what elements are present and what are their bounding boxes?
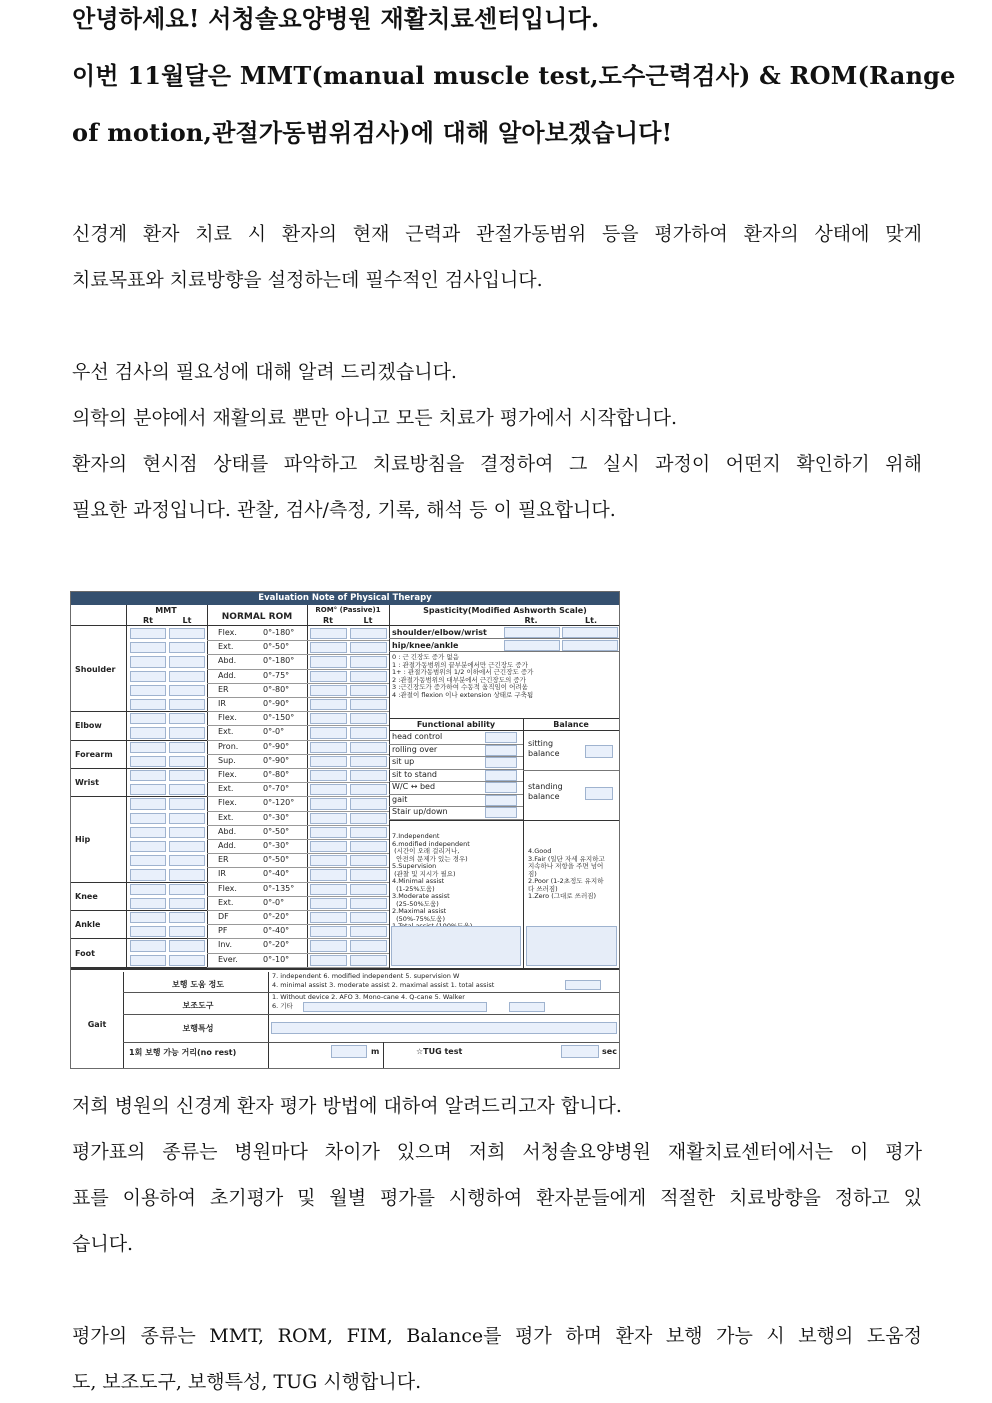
gait-row-label: 보행 도움 정도 (172, 980, 224, 989)
mmt-lt-cell (169, 841, 205, 852)
mmt-lt-cell (169, 855, 205, 866)
rom-normal-value: 0°-135° (263, 883, 295, 893)
rom-normal-value: 0°-20° (263, 940, 290, 950)
mmt-rt-cell (130, 813, 166, 824)
rom-normal-value: 0°-180° (263, 656, 295, 666)
necessity-line-2: 의학의 분야에서 재활의료 뿐만 아니고 모든 치료가 평가에서 시작합니다. (72, 407, 677, 429)
intro-line-1: 신경계 환자 치료 시 환자의 현재 근력과 관절가동범위 등을 평가하여 환자의 상태에 맞게 (72, 223, 922, 245)
rom-motion: ER (218, 684, 229, 694)
functional-item: sit to stand (392, 769, 437, 779)
rom-row-line (207, 669, 389, 670)
spasticity-rt-header: Rt. (524, 616, 538, 625)
rom-motion: ER (218, 855, 229, 865)
functional-score-cell (485, 795, 517, 806)
mmt-rt-cell (130, 770, 166, 781)
rom-motion: IR (218, 869, 226, 879)
rom-normal-value: 0°-50° (263, 642, 290, 652)
mmt-lt-cell (169, 770, 205, 781)
rom-row-line (207, 640, 389, 641)
rom-row-line (207, 811, 389, 812)
rom-motion: Flex. (218, 770, 237, 779)
rom-motion: Flex. (218, 798, 237, 808)
rom-rt-cell (310, 955, 347, 966)
functional-item: gait (392, 794, 408, 804)
mmt-lt-cell (169, 827, 205, 838)
rom-normal-value: 0°-150° (263, 713, 295, 723)
rom-motion: Ext. (218, 784, 234, 794)
rom-normal-value: 0°-90° (263, 741, 290, 751)
rom-rt-cell (310, 926, 347, 937)
rom-motion: Ext. (218, 812, 234, 822)
rom-row-line (207, 924, 389, 925)
rom-motion: Flex. (218, 713, 237, 723)
mmt-rt-header: Rt (143, 616, 153, 625)
rom-normal-value: 0°-40° (263, 869, 290, 879)
rom-rt-cell (310, 656, 347, 667)
rom-rt-cell (310, 671, 347, 682)
rom-rt-cell (310, 628, 347, 639)
necessity-line-4: 필요한 과정입니다. 관찰, 검사/측정, 기록, 해석 등 이 필요합니다. (72, 499, 616, 521)
rom-rt-cell (310, 685, 347, 696)
gait-row-label: 보조도구 (182, 1001, 214, 1010)
balance-scale-line: 3.Fair (일단 자세 유지하고 (528, 854, 605, 863)
mmt-lt-cell (169, 940, 205, 951)
functional-score-cell (485, 807, 517, 818)
independence-scale-line: 2.Maximal assist (392, 907, 447, 915)
heading-line-1: 안녕하세요! 서청솔요양병원 재활치료센터입니다. (72, 4, 600, 33)
rom-normal-value: 0°-120° (263, 798, 295, 808)
unit-m: m (371, 1047, 380, 1056)
body-part-line (71, 910, 207, 911)
mmt-rt-cell (130, 642, 166, 653)
rom-lt-cell (350, 912, 387, 923)
spasticity-scale-line: 0 : 근 긴장도 증가 없음 (392, 653, 459, 661)
rom-normal-value: 0°-80° (263, 684, 290, 694)
spasticity-scale-line: 4 :관절이 flexion 이나 extension 상태로 구축됨 (392, 690, 534, 699)
rom-lt-cell (350, 628, 387, 639)
functional-score-cell (485, 732, 517, 743)
rom-lt-cell (350, 955, 387, 966)
rom-row-line (207, 938, 389, 939)
independence-scale-line: (시간이 오래 걸리거나, (392, 847, 460, 855)
rom-lt-cell (350, 784, 387, 795)
rom-rt-cell (310, 827, 347, 838)
rom-rt-cell (310, 884, 347, 895)
rom-lt-cell (350, 727, 387, 738)
rom-row-line (207, 825, 389, 826)
rom-row-line (207, 711, 389, 712)
independence-scale-line: 안전의 문제가 있는 경우) (392, 854, 468, 863)
rom-normal-value: 0°-50° (263, 826, 290, 836)
functional-score-cell (485, 770, 517, 781)
body-part-line (71, 796, 207, 797)
rom-row-line (207, 896, 389, 897)
spasticity-lt-header: Lt. (585, 616, 597, 625)
rom-lt-cell (350, 940, 387, 951)
types-line-2: 도, 보조도구, 보행특성, TUG 시행합니다. (72, 1371, 422, 1393)
functional-item: W/C ↔ bed (392, 782, 436, 791)
rom-normal-value: 0°-80° (263, 770, 290, 779)
spasticity-scale-line: 2 :관절가동범위의 대부분에서 근긴장도의 증가 (392, 675, 526, 684)
rom-rt-cell (310, 770, 347, 781)
body-part-label: Wrist (75, 778, 99, 788)
method-line-4: 습니다. (72, 1233, 134, 1255)
rom-motion: DF (218, 912, 229, 921)
independence-scale-line: 3.Moderate assist (392, 892, 450, 900)
rom-rt-cell (310, 642, 347, 653)
rom-motion: Sup. (218, 755, 236, 765)
rom-rt-cell (310, 813, 347, 824)
mmt-rt-cell (130, 628, 166, 639)
functional-item: sit up (392, 757, 415, 766)
rom-lt-cell (350, 813, 387, 824)
gait-row-text: 1. Without device 2. AFO 3. Mono-cane 4. Q-cane 5. Walker (272, 993, 465, 1001)
functional-score-cell (485, 745, 517, 756)
balance-scale-line: 2.Poor (1-2초정도 유지하 (528, 877, 604, 885)
mmt-lt-cell (169, 727, 205, 738)
rom-motion: IR (218, 699, 226, 708)
mmt-rt-cell (130, 784, 166, 795)
unit-sec: sec (602, 1047, 617, 1056)
functional-item: rolling over (392, 744, 438, 754)
spasticity-scale-line: 3 :근긴장도가 증가하여 수동적 움직임이 어려움 (392, 683, 528, 691)
rom-motion: Pron. (218, 741, 239, 751)
independence-scale-line: (50%-75%도움) (392, 914, 446, 923)
body-part-line (71, 882, 207, 883)
mmt-lt-cell (169, 955, 205, 966)
mmt-lt-cell (169, 784, 205, 795)
body-part-line (71, 938, 207, 939)
spasticity-scale (392, 654, 533, 699)
rom-row-line (207, 867, 389, 868)
body-part-label: Hip (75, 835, 91, 844)
rom-normal-value: 0°-180° (263, 628, 295, 637)
body-part-line (71, 967, 207, 968)
rom-lt-cell (350, 656, 387, 667)
mmt-rt-cell (130, 827, 166, 838)
rom-rt-cell (310, 912, 347, 923)
mmt-lt-cell (169, 898, 205, 909)
rom-rt-cell (310, 784, 347, 795)
mmt-lt-cell (169, 884, 205, 895)
rom-lt-cell (350, 756, 387, 767)
mmt-rt-cell (130, 898, 166, 909)
necessity-line-1: 우선 검사의 필요성에 대해 알려 드리겠습니다. (72, 361, 457, 383)
body-part-label: Elbow (75, 721, 102, 731)
mmt-lt-cell (169, 656, 205, 667)
mmt-rt-cell (130, 855, 166, 866)
rom-motion: Ext. (218, 642, 234, 652)
rom-row-line (207, 853, 389, 854)
body-part-line (71, 711, 207, 712)
rom-motion: PF (218, 926, 228, 936)
rom-normal-value: 0°-50° (263, 855, 290, 865)
functional-item: Stair up/down (392, 807, 448, 816)
mmt-lt-cell (169, 713, 205, 724)
necessity-line-3: 환자의 현시점 상태를 파악하고 치료방침을 결정하여 그 실시 과정이 어떤지 확인하기 위해 (72, 453, 922, 475)
mmt-rt-cell (130, 742, 166, 753)
rom-rt-cell (310, 841, 347, 852)
mmt-rt-cell (130, 656, 166, 667)
mmt-lt-cell (169, 912, 205, 923)
rom-normal-value: 0°-75° (263, 670, 290, 680)
method-line-2: 평가표의 종류는 병원마다 차이가 있으며 저희 서청솔요양병원 재활치료센터에서는 이 평가 (72, 1141, 922, 1163)
mmt-lt-cell (169, 642, 205, 653)
rom-motion: Add. (218, 841, 237, 850)
mmt-rt-cell (130, 671, 166, 682)
rom-lt-cell (350, 713, 387, 724)
rom-row-line (207, 654, 389, 655)
normal-rom-header: NORMAL ROM (221, 612, 293, 622)
tug-label: ☆TUG test (416, 1047, 463, 1056)
rom-normal-value: 0°-90° (263, 699, 290, 708)
rom-motion: Ext. (218, 727, 234, 737)
rom-motion: Abd. (218, 826, 237, 836)
independence-scale-line: (관찰 및 지시가 필요) (392, 869, 456, 878)
rom-lt-cell (350, 841, 387, 852)
rom-normal-value: 0°-0° (263, 727, 285, 737)
rom-normal-value: 0°-30° (263, 841, 290, 850)
functional-score-cell (485, 782, 517, 793)
mmt-rt-cell (130, 798, 166, 809)
rom-lt-header: Lt (363, 616, 373, 625)
mmt-rt-cell (130, 685, 166, 696)
gait-row-label: 보행특성 (182, 1024, 214, 1033)
rom-row-line (207, 768, 389, 769)
body-part-line (71, 768, 207, 769)
rom-rt-header: Rt (323, 616, 333, 625)
rom-motion: Flex. (218, 628, 237, 637)
rom-normal-value: 0°-40° (263, 926, 290, 936)
mmt-rt-cell (130, 940, 166, 951)
body-part-label: Foot (75, 948, 95, 958)
gait-row-text: 7. independent 6. modified independent 5. supervision W (272, 972, 460, 980)
body-part-label: Shoulder (75, 664, 116, 674)
spasticity-header: Spasticity(Modified Ashworth Scale) (423, 606, 587, 615)
method-line-1: 저희 병원의 신경계 환자 평가 방법에 대하여 알려드리고자 합니다. (72, 1095, 622, 1117)
rom-lt-cell (350, 869, 387, 880)
mmt-lt-cell (169, 685, 205, 696)
rom-row-line (207, 953, 389, 954)
types-line-1: 평가의 종류는 MMT, ROM, FIM, Balance를 평가 하며 환자 보행 가능 시 보행의 도움정 (72, 1325, 922, 1347)
body-part-label: Ankle (75, 920, 101, 930)
independence-scale-line: 6.modified independent (392, 839, 470, 848)
body-part-line (71, 740, 207, 741)
balance-header: Balance (553, 720, 589, 729)
independence-scale-line: 5.Supervision (392, 862, 437, 870)
mmt-lt-cell (169, 756, 205, 767)
rom-lt-cell (350, 742, 387, 753)
rom-lt-cell (350, 884, 387, 895)
rom-rt-cell (310, 869, 347, 880)
balance-scale-line: 4.Good (528, 847, 552, 855)
rom-row-line (207, 725, 389, 726)
rom-motion: Add. (218, 670, 237, 680)
rom-lt-cell (350, 671, 387, 682)
rom-rt-cell (310, 898, 347, 909)
mmt-lt-cell (169, 671, 205, 682)
rom-lt-cell (350, 699, 387, 710)
rom-lt-cell (350, 798, 387, 809)
mmt-rt-cell (130, 912, 166, 923)
rom-passive-header: ROM° (Passive)1 (315, 606, 381, 614)
rom-motion: Ext. (218, 897, 234, 907)
rom-motion: Flex. (218, 883, 237, 893)
rom-rt-cell (310, 798, 347, 809)
rom-rt-cell (310, 742, 347, 753)
independence-scale (392, 833, 472, 931)
mmt-rt-cell (130, 955, 166, 966)
spasticity-item-2: hip/knee/ankle (392, 641, 459, 650)
mmt-lt-header: Lt (182, 616, 192, 625)
rom-row-line (207, 782, 389, 783)
evaluation-form (70, 591, 620, 1069)
spasticity-item-1: shoulder/elbow/wrist (392, 628, 487, 637)
mmt-lt-cell (169, 699, 205, 710)
rom-normal-value: 0°-0° (263, 897, 285, 907)
mmt-lt-cell (169, 628, 205, 639)
mmt-rt-cell (130, 699, 166, 710)
mmt-rt-cell (130, 756, 166, 767)
mmt-lt-cell (169, 813, 205, 824)
intro-line-2: 치료목표와 치료방향을 설정하는데 필수적인 검사입니다. (72, 269, 543, 291)
mmt-lt-cell (169, 926, 205, 937)
rom-lt-cell (350, 855, 387, 866)
body-part-label: Forearm (75, 749, 113, 759)
rom-row-line (207, 697, 389, 698)
rom-row-line (207, 740, 389, 741)
rom-row-line (207, 754, 389, 755)
rom-row-line (207, 796, 389, 797)
mmt-rt-cell (130, 926, 166, 937)
rom-lt-cell (350, 770, 387, 781)
rom-motion: Ever. (218, 954, 238, 964)
balance-scale-line: 지속하나 저항을 주면 넘어 (528, 862, 604, 870)
independence-scale-line: 4.Minimal assist (392, 877, 445, 885)
walk-distance-label: 1회 보행 가능 거리(no rest) (129, 1048, 237, 1057)
independence-scale-line: 7.Independent (392, 832, 440, 840)
rom-normal-value: 0°-20° (263, 912, 290, 921)
balance-scale-line: 짐) (528, 869, 537, 878)
rom-lt-cell (350, 685, 387, 696)
mmt-rt-cell (130, 869, 166, 880)
mmt-rt-cell (130, 727, 166, 738)
body-part-label: Knee (75, 891, 98, 901)
rom-lt-cell (350, 827, 387, 838)
rom-normal-value: 0°-70° (263, 784, 290, 794)
independence-scale-line: (25-50%도움) (392, 899, 439, 908)
mmt-lt-cell (169, 869, 205, 880)
sitting-balance-label: sitting balance (528, 739, 560, 758)
form-title: Evaluation Note of Physical Therapy (71, 592, 619, 605)
balance-scale-line: 다 쓰러짐) (528, 884, 558, 893)
mmt-lt-cell (169, 798, 205, 809)
mmt-lt-cell (169, 742, 205, 753)
rom-row-line (207, 910, 389, 911)
rom-rt-cell (310, 727, 347, 738)
rom-row-line (207, 882, 389, 883)
mmt-rt-cell (130, 884, 166, 895)
rom-row-line (207, 967, 389, 968)
spasticity-scale-line: 1 : 관절가동범위의 끝부분에서만 근긴장도 증가 (392, 660, 528, 669)
mmt-rt-cell (130, 713, 166, 724)
functional-item: head control (392, 732, 443, 741)
rom-row-line (207, 839, 389, 840)
gait-row-text: 4. minimal assist 3. moderate assist 2. maximal assist 1. total assist (272, 981, 495, 989)
rom-normal-value: 0°-10° (263, 954, 290, 964)
rom-normal-value: 0°-90° (263, 755, 290, 765)
method-line-3: 표를 이용하여 초기평가 및 월별 평가를 시행하여 환자분들에게 적절한 치료방향을 정하고 있 (72, 1187, 922, 1209)
balance-scale (528, 848, 605, 901)
functional-score-cell (485, 757, 517, 768)
rom-motion: Inv. (218, 940, 233, 950)
rom-rt-cell (310, 699, 347, 710)
gait-label: Gait (87, 1020, 107, 1029)
rom-rt-cell (310, 855, 347, 866)
rom-row-line (207, 683, 389, 684)
rom-rt-cell (310, 940, 347, 951)
rom-normal-value: 0°-30° (263, 812, 290, 822)
heading-line-3: of motion,관절가동범위검사)에 대해 알아보겠습니다! (72, 118, 673, 147)
spasticity-scale-line: 1+ : 관절가동범위의 1/2 이하에서 근긴장도 증가 (392, 668, 534, 676)
gait-row-text: 6. 기타 (272, 1002, 293, 1010)
standing-balance-label: standing balance (528, 782, 563, 801)
heading-line-2: 이번 11월달은 MMT(manual muscle test,도수근력검사) & ROM(Range (72, 61, 956, 90)
balance-scale-line: 1.Zero (그대로 쓰러짐) (528, 892, 597, 900)
rom-lt-cell (350, 926, 387, 937)
rom-rt-cell (310, 756, 347, 767)
mmt-header: MMT (155, 606, 177, 615)
rom-lt-cell (350, 642, 387, 653)
independence-scale-line: (1-25%도움) (392, 884, 435, 893)
rom-motion: Abd. (218, 656, 237, 666)
mmt-rt-cell (130, 841, 166, 852)
rom-rt-cell (310, 713, 347, 724)
functional-ability-header: Functional ability (416, 720, 496, 729)
rom-lt-cell (350, 898, 387, 909)
